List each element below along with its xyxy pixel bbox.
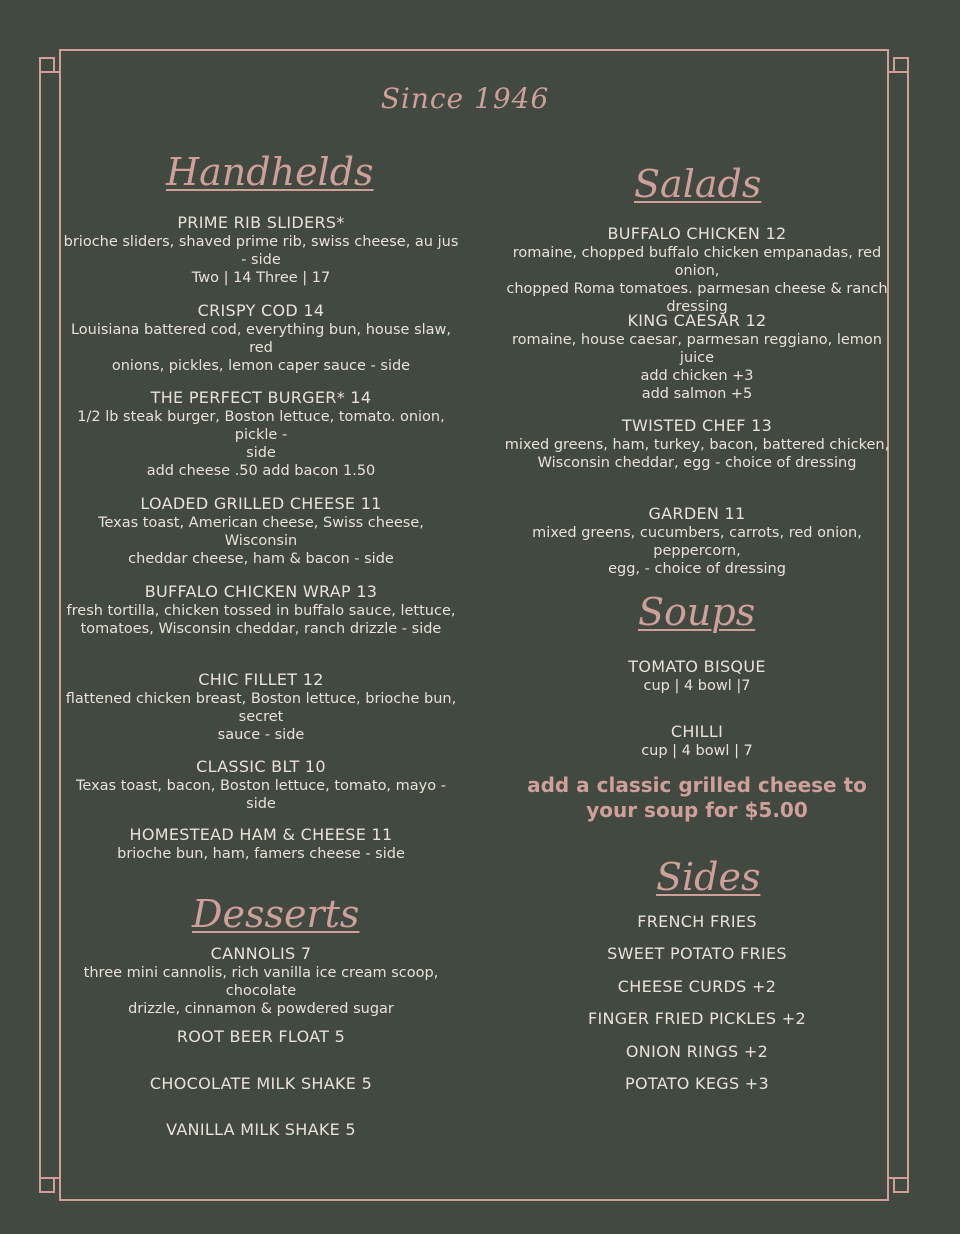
item-title: TWISTED CHEF 13	[621, 416, 773, 435]
menu-item	[62, 301, 460, 375]
menu-item	[62, 582, 460, 638]
menu-item	[62, 757, 460, 813]
item-desc: brioche sliders, shaved prime rib, swiss cheese, au jus - side	[63, 234, 459, 268]
item-title: CHIC FILLET 12	[198, 670, 324, 689]
item-desc: side	[246, 445, 276, 461]
menu-item	[494, 504, 900, 578]
item-desc: cup | 4 bowl | 7	[641, 743, 753, 759]
side-item: FRENCH FRIES	[637, 912, 757, 931]
item-desc: cup | 4 bowl |7	[643, 678, 751, 694]
item-desc: mixed greens, cucumbers, carrots, red onion, peppercorn,	[532, 525, 862, 559]
menu-item	[62, 1074, 460, 1094]
promo-line: add a classic grilled cheese to	[527, 773, 867, 797]
item-title: HOMESTEAD HAM & CHEESE 11	[129, 825, 393, 844]
salads-heading: Salads	[634, 162, 762, 206]
menu-item	[494, 722, 900, 760]
item-desc: cheddar cheese, ham & bacon - side	[128, 551, 394, 567]
menu-item	[62, 670, 460, 744]
item-desc: drizzle, cinnamon & powdered sugar	[128, 1001, 394, 1017]
menu-item	[62, 944, 460, 1018]
side-item: SWEET POTATO FRIES	[607, 944, 787, 963]
item-desc: add chicken +3	[640, 368, 754, 384]
item-title: BUFFALO CHICKEN WRAP 13	[144, 582, 378, 601]
item-desc: add salmon +5	[641, 386, 753, 402]
item-title: BUFFALO CHICKEN 12	[607, 224, 787, 243]
soups-heading: Soups	[638, 590, 756, 634]
menu-item	[494, 311, 900, 403]
item-desc: add cheese .50 add bacon 1.50	[146, 463, 376, 479]
item-desc: Two | 14 Three | 17	[191, 270, 331, 286]
side-item: ONION RINGS +2	[625, 1042, 769, 1061]
menu-item	[62, 1120, 460, 1140]
item-desc: Louisiana battered cod, everything bun, house slaw, red	[70, 322, 452, 356]
item-desc: romaine, chopped buffalo chicken empanadas, red onion,	[512, 245, 882, 279]
item-title: VANILLA MILK SHAKE 5	[166, 1120, 356, 1139]
soup-promo	[494, 773, 900, 823]
menu-item	[494, 224, 900, 316]
item-desc: romaine, house caesar, parmesan reggiano, lemon juice	[512, 332, 882, 366]
item-desc: Texas toast, bacon, Boston lettuce, tomato, mayo - side	[76, 778, 446, 812]
item-title: CRISPY COD 14	[197, 301, 325, 320]
item-desc: chopped Roma tomatoes. parmesan cheese & ranch dressing	[506, 281, 888, 315]
item-desc: Wisconsin cheddar, egg - choice of dressing	[537, 455, 857, 471]
side-item: FINGER FRIED PICKLES +2	[588, 1009, 806, 1028]
side-item: CHEESE CURDS +2	[617, 977, 777, 996]
menu-item	[494, 657, 900, 695]
item-title: CANNOLIS 7	[210, 944, 312, 963]
handhelds-heading: Handhelds	[166, 150, 374, 194]
item-desc: egg, - choice of dressing	[608, 561, 786, 577]
item-title: CLASSIC BLT 10	[196, 757, 326, 776]
item-desc: sauce - side	[217, 727, 305, 743]
desserts-heading: Desserts	[192, 892, 360, 936]
item-desc: flattened chicken breast, Boston lettuce, brioche bun, secret	[65, 691, 457, 725]
item-title: LOADED GRILLED CHEESE 11	[140, 494, 382, 513]
item-title: PRIME RIB SLIDERS*	[177, 213, 345, 232]
tagline: Since 1946	[380, 82, 550, 115]
item-desc: mixed greens, ham, turkey, bacon, battered chicken,	[504, 437, 890, 453]
item-desc: 1/2 lb steak burger, Boston lettuce, tomato. onion, pickle -	[77, 409, 445, 443]
item-title: CHILLI	[670, 722, 724, 741]
item-desc: onions, pickles, lemon caper sauce - side	[111, 358, 411, 374]
menu-item	[62, 388, 460, 480]
item-title: GARDEN 11	[648, 504, 746, 523]
item-title: CHOCOLATE MILK SHAKE 5	[149, 1074, 373, 1093]
item-title: THE PERFECT BURGER* 14	[150, 388, 372, 407]
promo-line: your soup for $5.00	[586, 798, 808, 822]
item-title: KING CAESAR 12	[627, 311, 767, 330]
item-title: TOMATO BISQUE	[628, 657, 766, 676]
item-title: ROOT BEER FLOAT 5	[176, 1027, 346, 1046]
menu-item	[494, 416, 900, 472]
menu-item	[62, 1027, 460, 1047]
menu-item	[62, 213, 460, 287]
item-desc: brioche bun, ham, famers cheese - side	[117, 846, 405, 862]
menu-item	[62, 494, 460, 568]
item-desc: fresh tortilla, chicken tossed in buffalo sauce, lettuce,	[66, 603, 456, 619]
item-desc: tomatoes, Wisconsin cheddar, ranch drizzle - side	[80, 621, 442, 637]
item-desc: Texas toast, American cheese, Swiss cheese, Wisconsin	[98, 515, 424, 549]
item-desc: three mini cannolis, rich vanilla ice cream scoop, chocolate	[83, 965, 439, 999]
menu-item	[62, 825, 460, 863]
side-item: POTATO KEGS +3	[625, 1074, 769, 1093]
sides-heading: Sides	[656, 855, 761, 899]
